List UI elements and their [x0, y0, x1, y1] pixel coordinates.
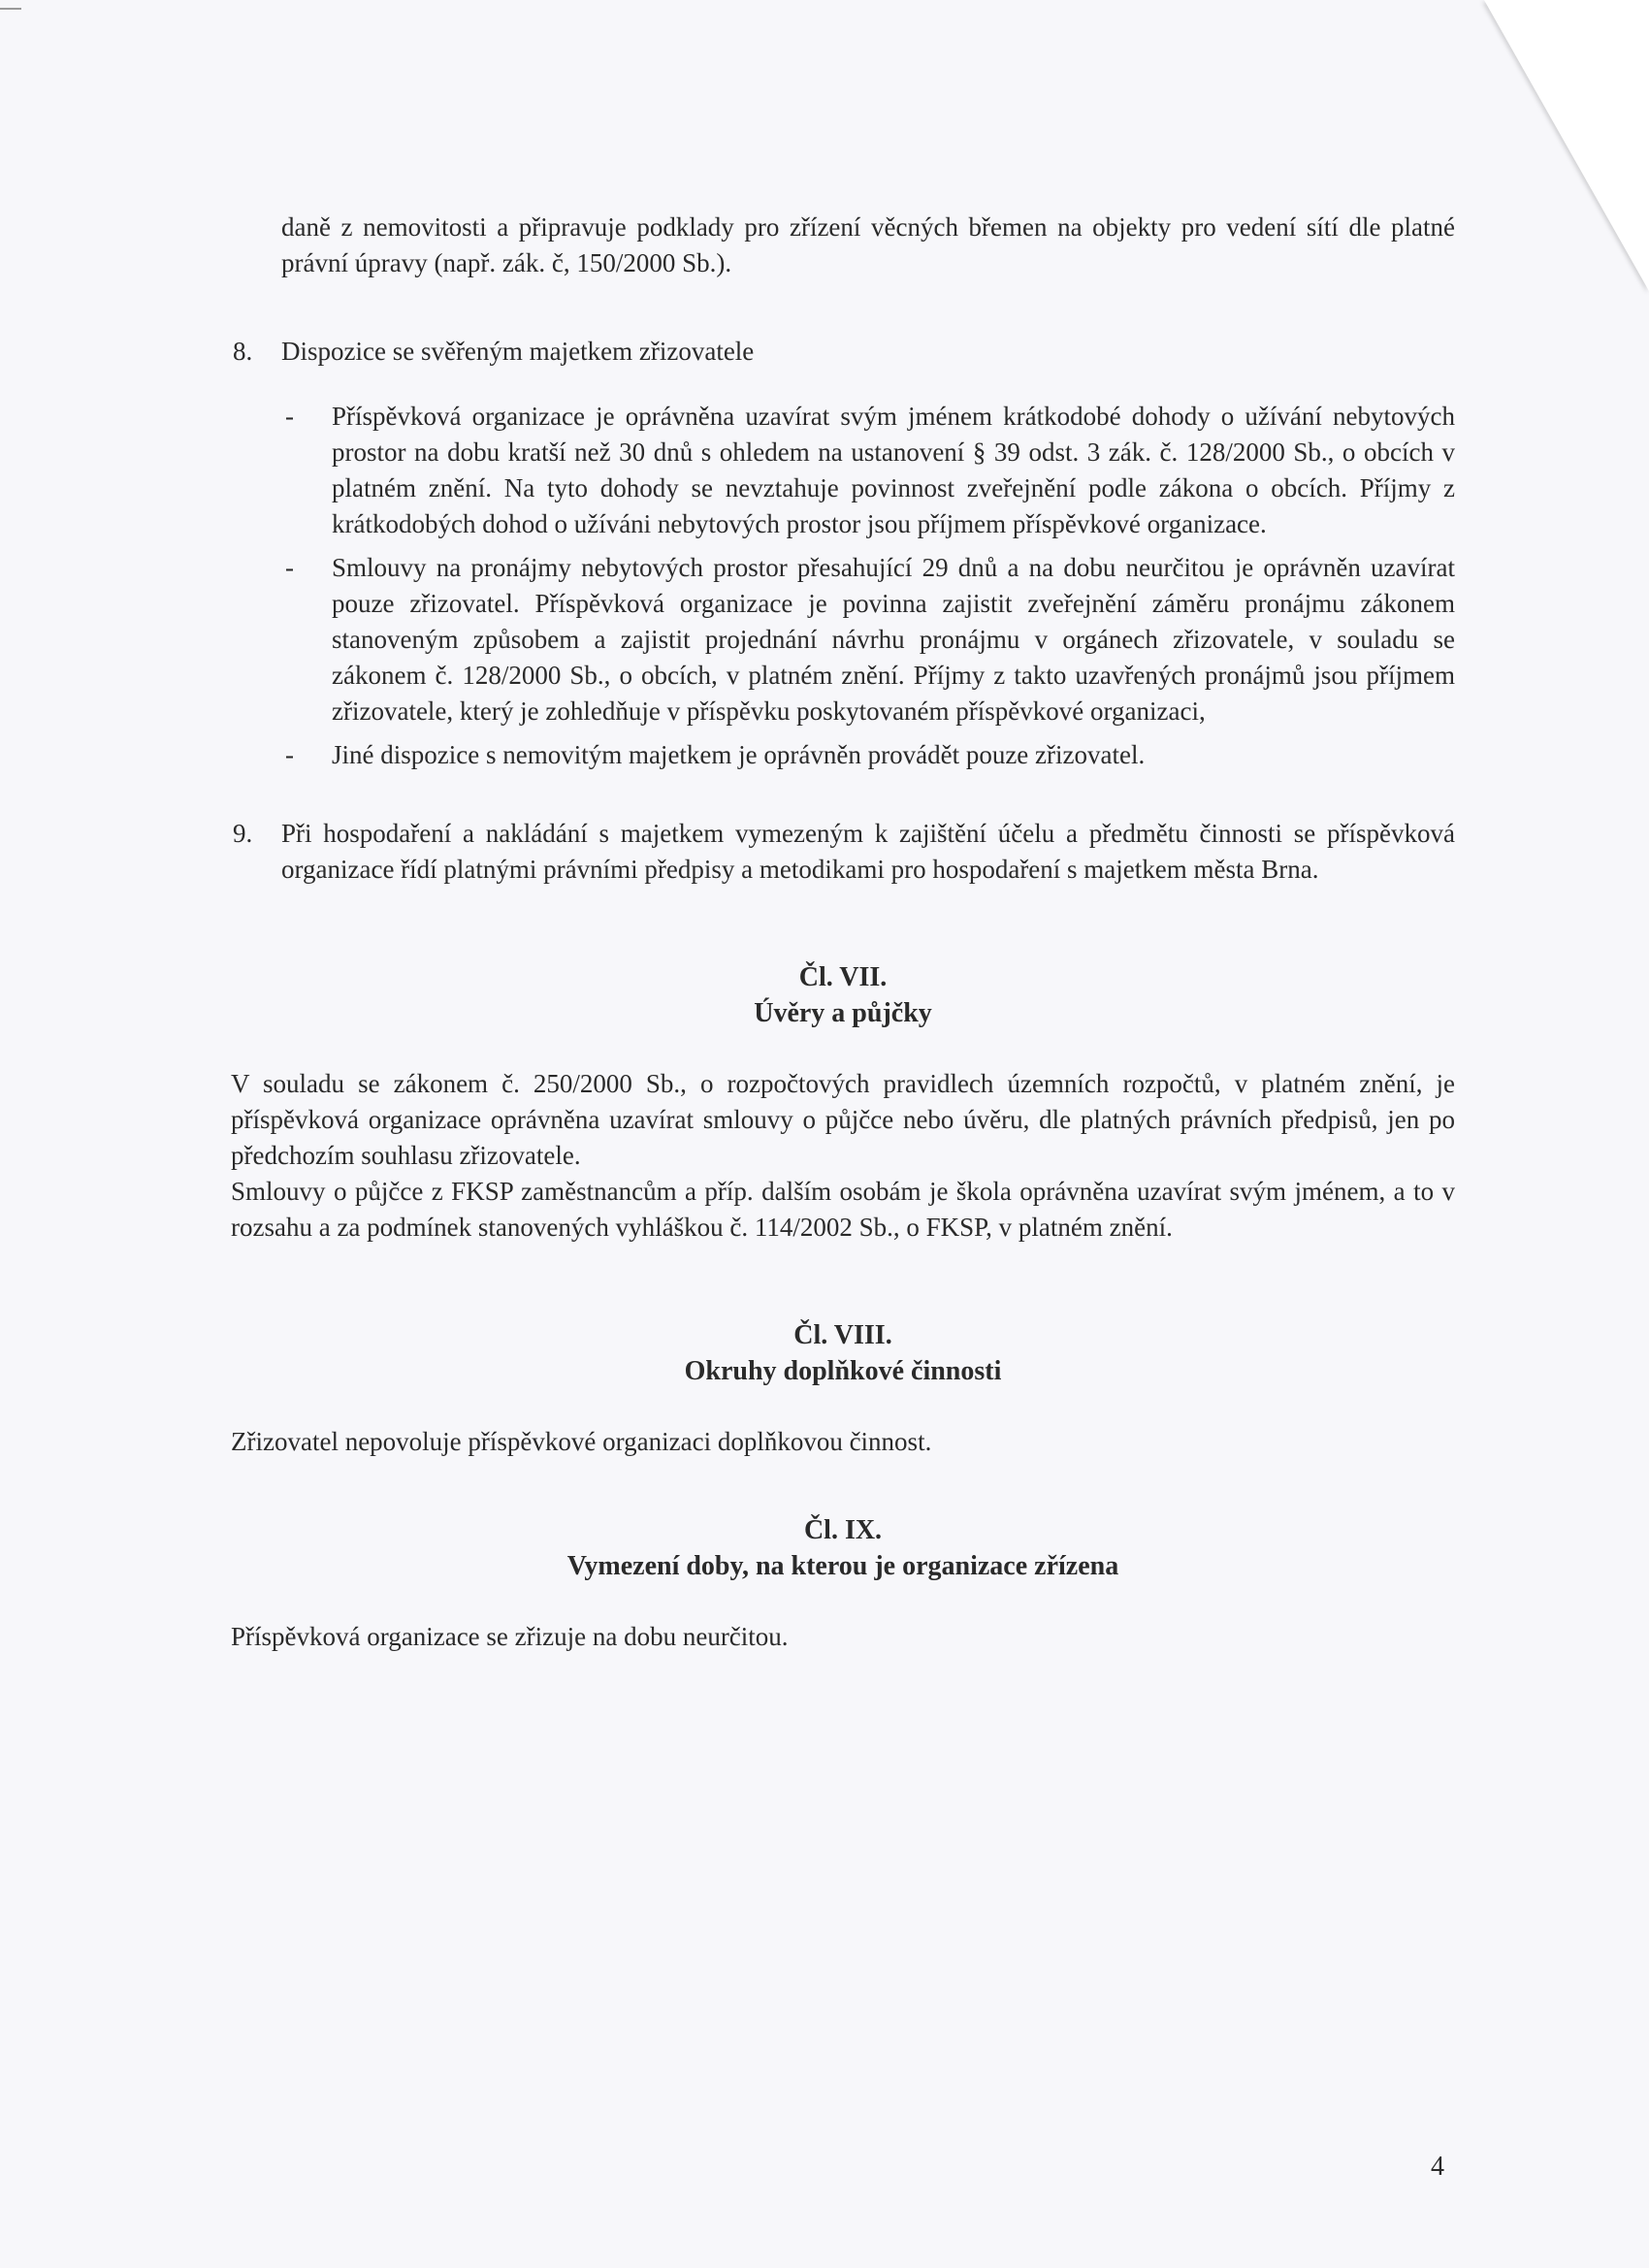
article-8-paragraph: Zřizovatel nepovoluje příspěvkové organizaci doplňkovou činnost. [231, 1427, 932, 1456]
list-item [281, 550, 1455, 729]
item-8-bullets [281, 399, 1455, 773]
page-number: 4 [1431, 2152, 1444, 2182]
article-7-number: Čl. VII. [798, 962, 888, 992]
dash-marker: - [285, 402, 294, 431]
bullet-text: Příspěvková organizace je oprávněna uzavírat svým jménem krátkodobé dohody o užívání nebytových prostor na dobu kratší než 30 dnů s ohledem na ustanovení § 39 odst. 3 zák. č. 128/2000 Sb., o obcích v platném znění. Na tyto dohody se nevztahuje povinnost zveřejnění podle zákona o obcích. Příjmy z krátkodobých dohod o užíváni nebytových prostor jsou příjmem příspěvkové organizace. [332, 402, 1455, 538]
document-body [231, 210, 1455, 1655]
article-9-number: Čl. IX. [803, 1515, 883, 1545]
item-number: 8. [233, 337, 253, 366]
list-item [281, 737, 1455, 773]
dash-marker: - [285, 553, 294, 582]
article-7-paragraph-2: Smlouvy o půjčce z FKSP zaměstnancům a příp. dalším osobám je škola oprávněna uzavírat svým jménem, a to v rozsahu a za podmínek stanovených vyhláškou č. 114/2002 Sb., o FKSP, v platném znění. [231, 1177, 1455, 1242]
bullet-text: Jiné dispozice s nemovitým majetkem je oprávněn provádět pouze zřizovatel. [332, 740, 1146, 769]
item-9-text: Při hospodaření a nakládání s majetkem vymezeným k zajištění účelu a předmětu činnosti se příspěvková organizace řídí platnými právními předpisy a metodikami pro hospodaření s majetkem města Brna. [281, 819, 1455, 884]
article-9-paragraph: Příspěvková organizace se zřizuje na dobu neurčitou. [231, 1622, 789, 1651]
item-8 [231, 334, 1455, 370]
scan-mark [0, 8, 21, 10]
item-8-title: Dispozice se svěřeným majetkem zřizovatele [281, 337, 755, 366]
item-number: 9. [233, 819, 253, 848]
item-9 [231, 816, 1455, 888]
article-7-title: Úvěry a půjčky [754, 998, 932, 1028]
bullet-text: Smlouvy na pronájmy nebytových prostor přesahující 29 dnů a na dobu neurčitou je oprávněn uzavírat pouze zřizovatel. Příspěvková organizace je povinna zajistit zveřejnění záměru pronájmu zákonem stanoveným způsobem a zajistit projednání návrhu pronájmu v orgánech zřizovatele, v souladu se zákonem č. 128/2000 Sb., o obcích, v platném znění. Příjmy z takto uzavřených pronájmů jsou příjmem zřizovatele, který je zohledňuje v příspěvku poskytovaném příspěvkové organizaci, [332, 553, 1455, 726]
continuation-paragraph: daně z nemovitosti a připravuje podklady pro zřízení věcných břemen na objekty pro vedení sítí dle platné právní úpravy (např. zák. č, 150/2000 Sb.). [281, 212, 1455, 277]
article-7-paragraph-1: V souladu se zákonem č. 250/2000 Sb., o rozpočtových pravidlech územních rozpočtů, v platném znění, je příspěvková organizace oprávněna uzavírat smlouvy o půjčce nebo úvěru, dle platných právních předpisů, jen po předchozím souhlasu zřizovatele. [231, 1069, 1455, 1170]
article-9-title: Vymezení doby, na kterou je organizace zřízena [566, 1551, 1119, 1581]
list-item [281, 399, 1455, 542]
article-8-title: Okruhy doplňkové činnosti [684, 1356, 1002, 1386]
dash-marker: - [285, 740, 294, 769]
article-8-number: Čl. VIII. [793, 1320, 892, 1350]
folded-corner [1484, 0, 1649, 291]
